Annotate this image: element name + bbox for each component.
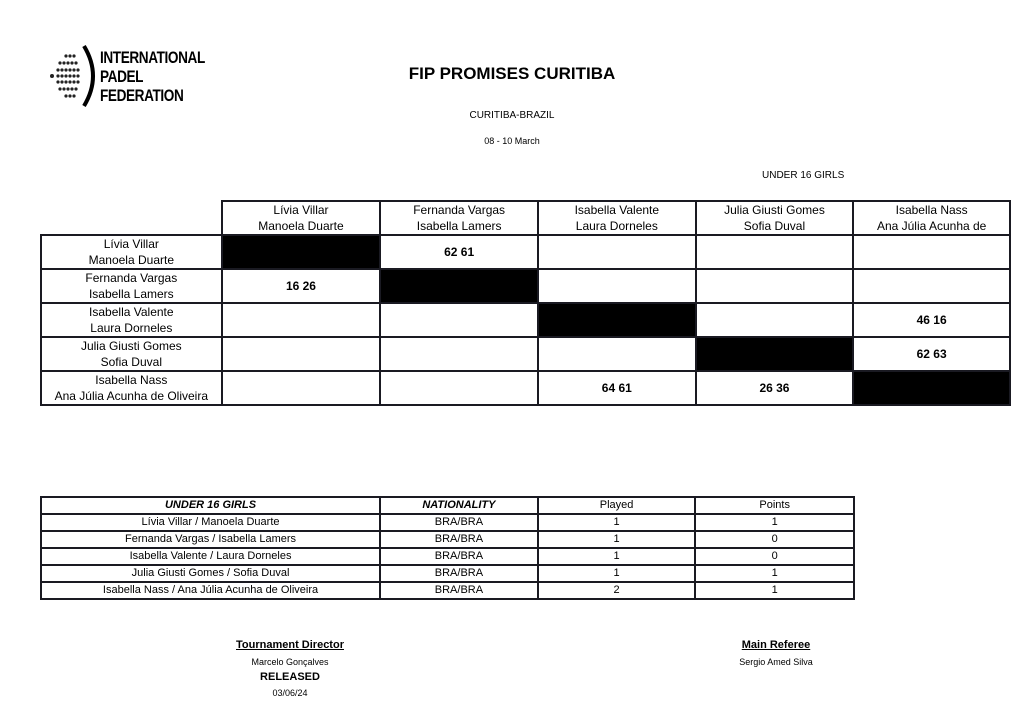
blocked-cell [380, 269, 538, 303]
standings-cell: 1 [695, 565, 854, 582]
score-cell: 46 16 [853, 303, 1010, 337]
score-cell [538, 269, 696, 303]
standings-row [41, 565, 854, 582]
score-cell [222, 337, 381, 371]
score-cell [380, 371, 538, 405]
grid-row [41, 269, 1010, 303]
director-signature: Tournament Director Marcelo Gonçalves RELEASED 03/06/24 [190, 639, 390, 698]
score-cell: 16 26 [222, 269, 381, 303]
standings-cell: 0 [695, 531, 854, 548]
team-name: Fernanda Vargas Isabella Lamers [41, 269, 222, 303]
team-name: Isabella Nass Ana Júlia Acunha de [853, 201, 1010, 235]
standings-cell: BRA/BRA [380, 548, 538, 565]
standings-cell: 1 [538, 514, 696, 531]
location: CURITIBA-BRAZIL [469, 110, 555, 121]
team-name: Julia Giusti Gomes Sofia Duval [696, 201, 854, 235]
standings-cell: BRA/BRA [380, 514, 538, 531]
score-cell [853, 235, 1010, 269]
score-cell [538, 235, 696, 269]
standings-row [41, 582, 854, 599]
standings-cell: 1 [538, 531, 696, 548]
column-header: Points [695, 497, 854, 514]
grid-header-row [41, 201, 1010, 235]
standings-cell: BRA/BRA [380, 582, 538, 599]
status: RELEASED [260, 671, 320, 683]
standings-cell: BRA/BRA [380, 565, 538, 582]
column-header: UNDER 16 GIRLS [41, 497, 380, 514]
standings-cell: Julia Giusti Gomes / Sofia Duval [41, 565, 380, 582]
standings-row [41, 514, 854, 531]
score-cell [222, 371, 381, 405]
team-name: Isabella Valente Laura Dorneles [538, 201, 696, 235]
team-name: Fernanda Vargas Isabella Lamers [380, 201, 538, 235]
grid-row [41, 235, 1010, 269]
standings-cell: 1 [695, 514, 854, 531]
results-grid [40, 200, 1011, 406]
standings-cell: BRA/BRA [380, 531, 538, 548]
page-title: FIP PROMISES CURITIBA [408, 64, 616, 83]
standings-row [41, 531, 854, 548]
standings-header [41, 497, 854, 514]
standings-cell: Isabella Nass / Ana Júlia Acunha de Oliveira [41, 582, 380, 599]
score-cell: 64 61 [538, 371, 696, 405]
standings-cell: 0 [695, 548, 854, 565]
team-name: Julia Giusti Gomes Sofia Duval [41, 337, 222, 371]
team-name: Lívia Villar Manoela Duarte [222, 201, 381, 235]
referee-signature: Main Referee Sergio Amed Silva [739, 639, 813, 667]
grid-row [41, 303, 1010, 337]
score-cell: 62 63 [853, 337, 1010, 371]
score-cell [853, 269, 1010, 303]
blocked-cell [853, 371, 1010, 405]
standings-row [41, 548, 854, 565]
score-cell [696, 303, 854, 337]
standings-cell: 1 [538, 565, 696, 582]
team-name: Isabella Nass Ana Júlia Acunha de Oliveira [41, 371, 222, 405]
grid-row [41, 371, 1010, 405]
standings-cell: 2 [538, 582, 696, 599]
score-cell [538, 337, 696, 371]
score-cell: 62 61 [380, 235, 538, 269]
score-cell [380, 303, 538, 337]
logo-text: INTERNATIONAL PADEL FEDERATION [100, 48, 205, 105]
standings-cell: Lívia Villar / Manoela Duarte [41, 514, 380, 531]
category-label: UNDER 16 GIRLS [762, 170, 845, 181]
dates: 08 - 10 March [484, 136, 540, 146]
standings-table [40, 496, 855, 600]
team-name: Lívia Villar Manoela Duarte [41, 235, 222, 269]
column-header: Played [538, 497, 696, 514]
score-cell: 26 36 [696, 371, 854, 405]
score-cell [380, 337, 538, 371]
score-cell [222, 303, 381, 337]
blocked-cell [538, 303, 696, 337]
score-cell [696, 235, 854, 269]
standings-cell: 1 [695, 582, 854, 599]
blocked-cell [696, 337, 854, 371]
empty-corner [41, 201, 222, 235]
blocked-cell [222, 235, 381, 269]
standings-cell: Isabella Valente / Laura Dorneles [41, 548, 380, 565]
standings-cell: 1 [538, 548, 696, 565]
team-name: Isabella Valente Laura Dorneles [41, 303, 222, 337]
column-header: NATIONALITY [380, 497, 538, 514]
standings-cell: Fernanda Vargas / Isabella Lamers [41, 531, 380, 548]
score-cell [696, 269, 854, 303]
grid-row [41, 337, 1010, 371]
